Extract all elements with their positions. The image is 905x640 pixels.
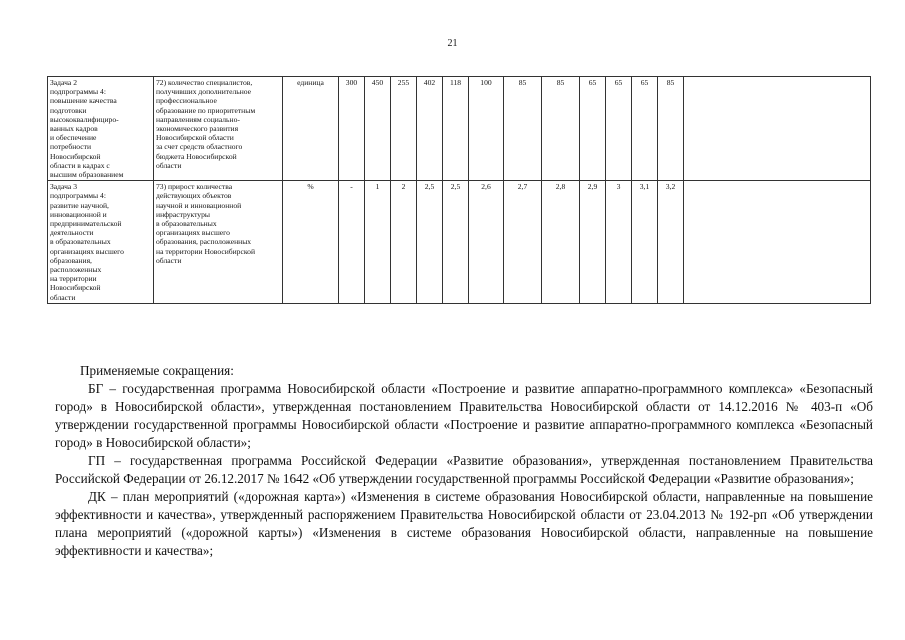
value-cell: 65: [580, 77, 606, 181]
value-cell: 2,6: [469, 181, 504, 304]
indicator-cell: 72) количество специалистов, получивших дополнительное профессиональное образование по приоритетным направлениям социально- экономического развития Новосибирской области за счет средств областного бюджета Новосибирской области: [154, 77, 283, 181]
indicator-cell: 73) прирост количества действующих объектов научной и инновационной инфраструктуры в образовательных организациях высшего образования, расположенных на территории Новосибирской области: [154, 181, 283, 304]
value-cell: 450: [365, 77, 391, 181]
page-number: 21: [447, 38, 458, 49]
indicators-table: [47, 76, 871, 304]
abbreviation-gp: ГП – государственная программа Российской Федерации «Развитие образования», утвержденная постановлением Правительства Российской Федерации от 26.12.2017 № 1642 «Об утверждении государственной программы Российской Федерации «Развитие образования»;: [55, 453, 873, 486]
value-cell: 3,2: [658, 181, 684, 304]
value-cell: 85: [542, 77, 580, 181]
value-cell: 2,7: [504, 181, 542, 304]
abbreviation-bg: БГ – государственная программа Новосибирской области «Построение и развитие аппаратно-программного комплекса» «Безопасный город» в Новосибирской области», утвержденная постановлением Правительства Новосибирской области от 14.12.2016 № 403-п «Об утверждении государственной программы Новосибирской области «Построение и развитие аппаратно-программного комплекса «Безопасный город» в Новосибирской области»;: [55, 381, 873, 450]
value-cell: 402: [417, 77, 443, 181]
value-cell: 3,1: [632, 181, 658, 304]
abbreviations-section: [55, 362, 873, 560]
value-cell: 85: [504, 77, 542, 181]
value-cell: 2,5: [443, 181, 469, 304]
value-cell: [684, 181, 871, 304]
value-cell: 2: [391, 181, 417, 304]
value-cell: 65: [632, 77, 658, 181]
table-row: [48, 77, 871, 181]
value-cell: 255: [391, 77, 417, 181]
value-cell: -: [339, 181, 365, 304]
value-cell: 2,9: [580, 181, 606, 304]
task-cell: Задача 2 подпрограммы 4: повышение качества подготовки высококвалифициро- ванных кадров и обеспечение потребности Новосибирской области в кадрах с высшим образованием: [48, 77, 154, 181]
value-cell: 65: [606, 77, 632, 181]
unit-cell: единица: [283, 77, 339, 181]
unit-cell: %: [283, 181, 339, 304]
value-cell: [684, 77, 871, 181]
value-cell: 2,8: [542, 181, 580, 304]
value-cell: 2,5: [417, 181, 443, 304]
value-cell: 100: [469, 77, 504, 181]
table-row: [48, 181, 871, 304]
value-cell: 3: [606, 181, 632, 304]
value-cell: 1: [365, 181, 391, 304]
value-cell: 85: [658, 77, 684, 181]
abbreviations-heading: Применяемые сокращения:: [80, 363, 234, 378]
abbreviation-dk: ДК – план мероприятий («дорожная карта») «Изменения в системе образования Новосибирской области, направленные на повышение эффективности и качества», утвержденный распоряжением Правительства Новосибирской области от 23.04.2013 № 192-рп «Об утверждении плана мероприятий («дорожной карты») «Изменения в системе образования Новосибирской области, направленные на повышение эффективности и качества»;: [55, 489, 873, 558]
task-cell: Задача 3 подпрограммы 4: развитие научной, инновационной и предпринимательской деятельности в образовательных организациях высшего образования, расположенных на территории Новосибирской области: [48, 181, 154, 304]
value-cell: 300: [339, 77, 365, 181]
value-cell: 118: [443, 77, 469, 181]
